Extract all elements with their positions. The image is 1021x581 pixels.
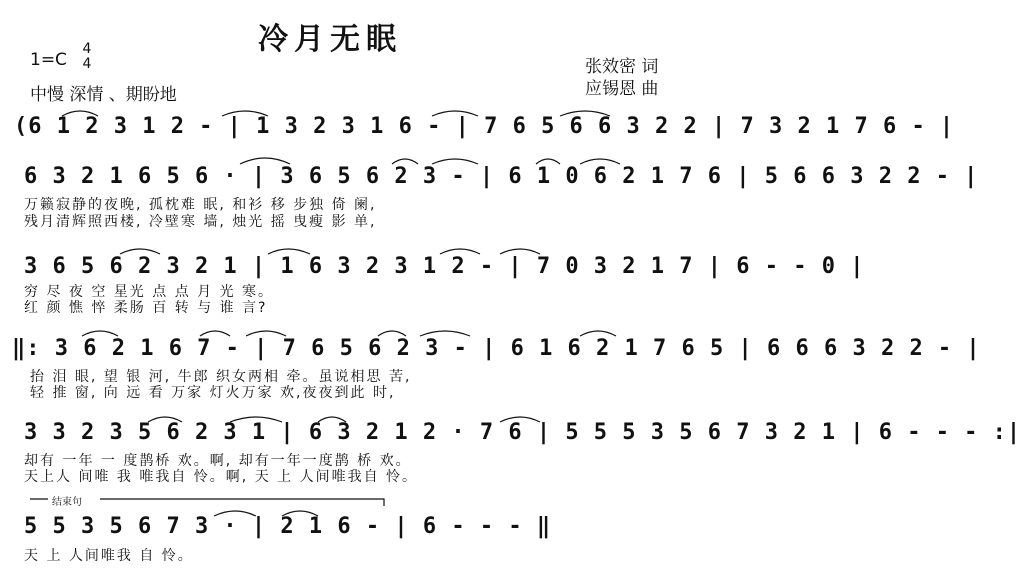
score-row-4-lyric-1: 抬 泪 眼, 望 银 河, 牛郎 织女两相 牵。虽说相思 苦, <box>30 369 412 385</box>
slur-mark <box>246 331 286 336</box>
slur-mark <box>214 511 256 516</box>
slur-mark <box>500 417 540 422</box>
slur-mark <box>268 249 310 254</box>
score-row-3-notes: 3 6 5 6 2 3 2 1 | 1 6 3 2 3 1 2 - | 7 0 3 2 1 7 | 6 - - 0 | <box>24 254 865 279</box>
slur-mark <box>392 159 418 164</box>
slur-mark <box>378 331 406 336</box>
score-row-5-lyric-2: 天上人 间唯 我 唯我自 怜。啊, 天 上 人间唯我自 怜。 <box>24 469 419 485</box>
slur-mark <box>282 511 318 516</box>
slur-mark <box>580 159 620 164</box>
slur-mark <box>222 111 268 116</box>
score-row-2-notes: 6 3 2 1 6 5 6 · | 3 6 5 6 2 3 - | 6 1 0 6 2 1 7 6 | 5 6 6 3 2 2 - | <box>24 164 979 189</box>
slur-mark <box>432 159 478 164</box>
slur-mark <box>240 158 290 164</box>
score-row-1-notes: (6 1 2 3 1 2 - | 1 3 2 3 1 6 - | 7 6 5 6 6 3 2 2 | 7 3 2 1 7 6 - | <box>14 114 955 139</box>
song-title: 冷月无眠 <box>258 22 402 57</box>
slur-mark <box>148 417 182 422</box>
score-row-4-lyric-2: 轻 推 窗, 向 远 看 万家 灯火万家 欢,夜夜到此 时, <box>30 385 396 401</box>
slur-mark <box>560 111 610 116</box>
slur-mark <box>318 417 346 422</box>
time-numerator: 4 <box>82 41 92 57</box>
score-row-6-lyric-1: 天 上 人间唯我 自 怜。 <box>24 548 194 564</box>
coda-label: 结束句 <box>52 497 82 508</box>
slur-mark <box>62 111 98 116</box>
score-row-5-lyric-1: 却有 一年 一 度鹊桥 欢。啊, 却有一年一度鹊 桥 欢。 <box>24 453 412 469</box>
score-row-4-notes: ‖: 3 6 2 1 6 7 - | 7 6 5 6 2 3 - | 6 1 6 2 1 7 6 5 | 6 6 6 3 2 2 - | <box>12 336 981 361</box>
tempo-marking: 中慢 深情 、期盼地 <box>30 85 177 105</box>
lyricist-credit: 张效密 词 <box>585 57 659 77</box>
score-row-3-lyric-1: 穷 尽 夜 空 星光 点 点 月 光 寒。 <box>24 284 275 300</box>
score-row-2-lyric-1: 万籁寂静的夜晚, 孤枕难 眠, 和衫 移 步独 倚 阑, <box>24 197 377 213</box>
slur-mark <box>420 331 470 336</box>
slur-mark <box>440 249 480 254</box>
slur-mark <box>230 417 282 422</box>
time-denominator: 4 <box>82 56 92 72</box>
slur-mark <box>120 249 160 254</box>
slur-mark <box>536 159 560 164</box>
slur-mark <box>82 331 118 336</box>
coda-bracket <box>30 499 384 506</box>
score-row-3-lyric-2: 红 颜 憔 悴 柔肠 百 转 与 谁 言? <box>24 300 268 316</box>
score-row-5-notes: 3 3 2 3 5 6 2 3 1 | 6 3 2 1 2 · 7 6 | 5 5 5 3 5 6 7 3 2 1 | 6 - - - :| <box>24 420 1021 445</box>
slur-mark <box>500 249 540 254</box>
key-signature: 1=C <box>30 50 67 70</box>
slur-mark <box>580 331 616 336</box>
slur-mark <box>200 331 230 336</box>
score-row-6-notes: 5 5 3 5 6 7 3 · | 2 1 6 - | 6 - - - ‖ <box>24 514 552 539</box>
score-row-2-lyric-2: 残月清辉照西楼, 冷壁寒 墙, 烛光 摇 曳瘦 影 单, <box>24 214 377 230</box>
slur-mark <box>432 111 478 116</box>
composer-credit: 应锡恩 曲 <box>585 79 659 99</box>
